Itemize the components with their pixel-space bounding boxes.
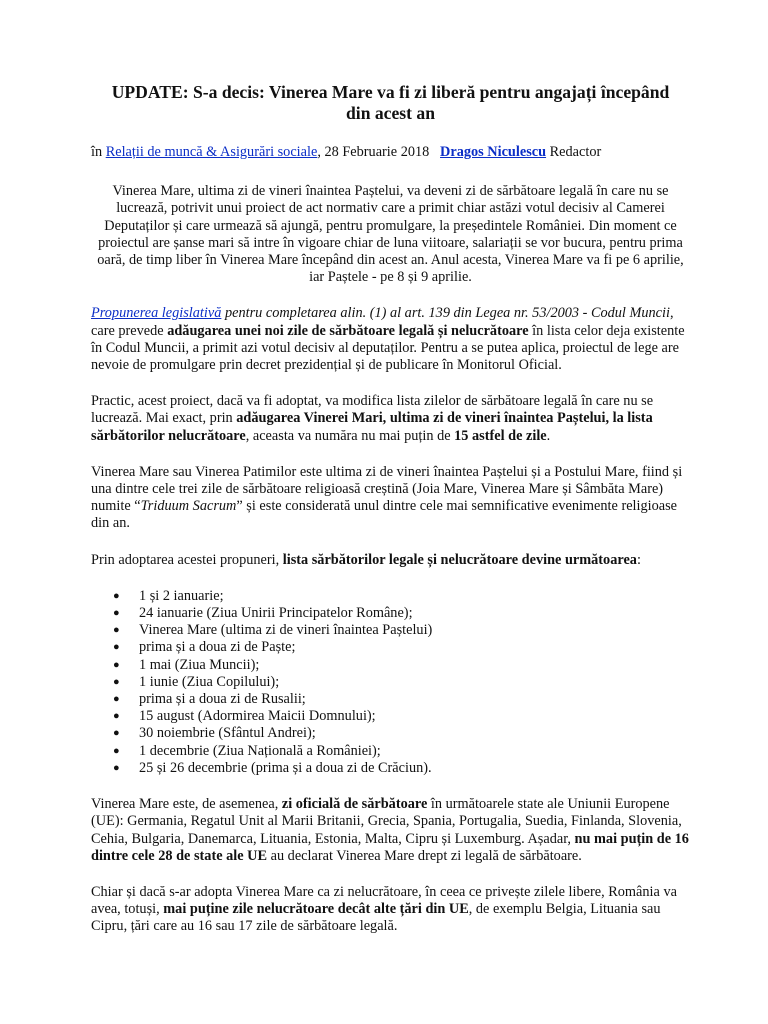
bullet-icon: ●	[113, 641, 120, 654]
paragraph-practical	[91, 393, 690, 445]
text-span: în următoarele state ale Uniunii Europene (UE): Germania, Regatul Unit al Marii Britanii, Grecia, Spania, Portugalia, Suedia, Finlanda, Slovenia, Cehia, Bulgaria, Danemarca, Lituania, Estonia, Malta, Cipru și Luxemburg. Așadar,	[91, 796, 682, 847]
list-item	[113, 639, 690, 656]
list-item	[113, 708, 690, 725]
list-item-text: 25 și 26 decembrie (prima și a doua zi de Crăciun).	[139, 759, 432, 776]
proposal-law-title: pentru completarea alin. (1) al art. 139 din Legea nr. 53/2003 - Codul Muncii	[221, 305, 670, 322]
proposal-link[interactable]: Propunerea legislativă	[91, 305, 222, 322]
bullet-icon: ●	[113, 744, 120, 757]
bullet-icon: ●	[113, 761, 120, 774]
bold-text: adăugarea Vinerei Mari, ultima zi de vineri înaintea Paștelui, la lista sărbătorilor nelucrătoare	[91, 410, 653, 444]
list-item-text: prima și a doua zi de Paște;	[139, 639, 296, 656]
paragraph-intro: Vinerea Mare, ultima zi de vineri înaintea Paștelui, va deveni zi de sărbătoare legală în care nu se lucrează, potrivit unui proiect de act normativ care a primit chiar astăzi votul decisiv al Camerei Deputaților și care urmează să ajungă, pentru promulgare, la președintele României. Din moment ce proiectul are șanse mari să intre în vigoare chiar de luna viitoare, salariații se vor bucura, pentru prima oară, de timp liber în Vinerea Mare începând din acest an. Anul acesta, Vinerea Mare va fi pe 6 aprilie, iar Paștele - pe 8 și 9 aprilie.	[97, 183, 684, 286]
text-span: în lista celor deja existente în Codul Muncii, a primit azi votul decisiv al deputaților. Pentru a se putea aplica, proiectul de lege are nevoie de promulgare prin decret prezidențial și de publicare în Monitorul Oficial.	[91, 322, 685, 374]
author-role: Redactor	[549, 144, 602, 160]
list-item	[113, 587, 690, 605]
bold-text: lista sărbătorilor legale și nelucrătoare devine următoarea	[282, 551, 637, 568]
text-span: Vinerea Mare este, de asemenea,	[91, 796, 282, 813]
article-byline	[91, 144, 690, 161]
list-item-text: 15 august (Adormirea Maicii Domnului);	[139, 708, 376, 725]
bullet-icon: ●	[113, 710, 120, 723]
list-item	[113, 656, 690, 674]
bullet-icon: ●	[113, 727, 120, 740]
italic-text: Triduum Sacrum	[140, 498, 237, 515]
text-span: , de exemplu Belgia, Lituania sau Cipru, țări care au 16 sau 17 zile de sărbătoare legală.	[91, 901, 661, 935]
bullet-icon: ●	[113, 658, 120, 671]
holiday-list	[91, 588, 690, 777]
list-item	[113, 622, 690, 639]
text-span: Vinerea Mare sau Vinerea Patimilor este ultima zi de vineri înaintea Paștelui și a Postului Mare, fiind și una dintre cele trei zile de sărbătoare religioasă creștină (Joia Mare, Vinerea Mare și Sâmbăta Mare) numite “	[91, 463, 683, 515]
list-item	[113, 691, 690, 708]
bullet-icon: ●	[113, 607, 120, 620]
bold-text: 15 astfel de zile	[454, 427, 547, 444]
paragraph-eu-states	[91, 796, 690, 865]
paragraph-comparison	[91, 884, 690, 936]
text-span: .	[546, 427, 551, 444]
list-item-text: Vinerea Mare (ultima zi de vineri înaintea Paștelui)	[139, 622, 433, 639]
text-span: au declarat Vinerea Mare drept zi legală de sărbătoare.	[267, 847, 582, 864]
paragraph-proposal	[91, 305, 690, 374]
byline-prefix: în	[91, 144, 103, 160]
text-span: , care prevede	[91, 305, 674, 339]
list-item-text: 1 mai (Ziua Muncii);	[139, 656, 260, 673]
bold-text: nu mai puțin de 16 dintre cele 28 de state ale UE	[91, 830, 689, 864]
list-item-text: prima și a doua zi de Rusalii;	[139, 691, 306, 708]
text-span: ” și este considerată unul dintre cele mai semnificative evenimente religioase din an.	[91, 498, 678, 532]
article-title: UPDATE: S-a decis: Vinerea Mare va fi zi liberă pentru angajați începând din acest an	[111, 82, 670, 123]
list-item	[113, 605, 690, 622]
bold-text: zi oficială de sărbătoare	[281, 796, 428, 813]
list-item	[113, 725, 690, 742]
list-item	[113, 673, 690, 691]
author-link[interactable]: Dragos Niculescu	[440, 144, 547, 160]
article-date: , 28 Februarie 2018	[317, 144, 430, 160]
paragraph-list-intro	[91, 552, 690, 569]
text-span: , aceasta va număra nu mai puțin de	[245, 427, 455, 444]
bullet-icon: ●	[113, 675, 120, 688]
list-item	[113, 742, 690, 760]
bullet-icon: ●	[113, 589, 120, 602]
list-item-text: 24 ianuarie (Ziua Unirii Principatelor Române);	[139, 605, 413, 622]
list-item-text: 1 și 2 ianuarie;	[139, 587, 224, 604]
bold-text: mai puține zile nelucrătoare decât alte țări din UE	[163, 901, 469, 918]
text-span: :	[636, 551, 641, 568]
paragraph-good-friday	[91, 464, 690, 533]
list-item-text: 1 iunie (Ziua Copilului);	[139, 673, 280, 690]
list-item	[113, 759, 690, 777]
text-span: Prin adoptarea acestei propuneri,	[91, 551, 283, 568]
bold-text: adăugarea unei noi zile de sărbătoare legală și nelucrătoare	[167, 322, 529, 339]
list-item-text: 1 decembrie (Ziua Națională a României);	[139, 742, 381, 759]
list-item-text: 30 noiembrie (Sfântul Andrei);	[139, 725, 316, 742]
text-span: Practic, acest proiect, dacă va fi adoptat, va modifica lista zilelor de sărbătoare legală în care nu se lucrează. Mai exact, prin	[91, 393, 654, 427]
bullet-icon: ●	[113, 624, 120, 637]
bullet-icon: ●	[113, 693, 120, 706]
category-link[interactable]: Relații de muncă & Asigurări sociale	[105, 144, 318, 160]
text-span: Chiar și dacă s-ar adopta Vinerea Mare ca zi nelucrătoare, în ceea ce privește zilele libere, România va avea, totuși,	[91, 883, 677, 918]
